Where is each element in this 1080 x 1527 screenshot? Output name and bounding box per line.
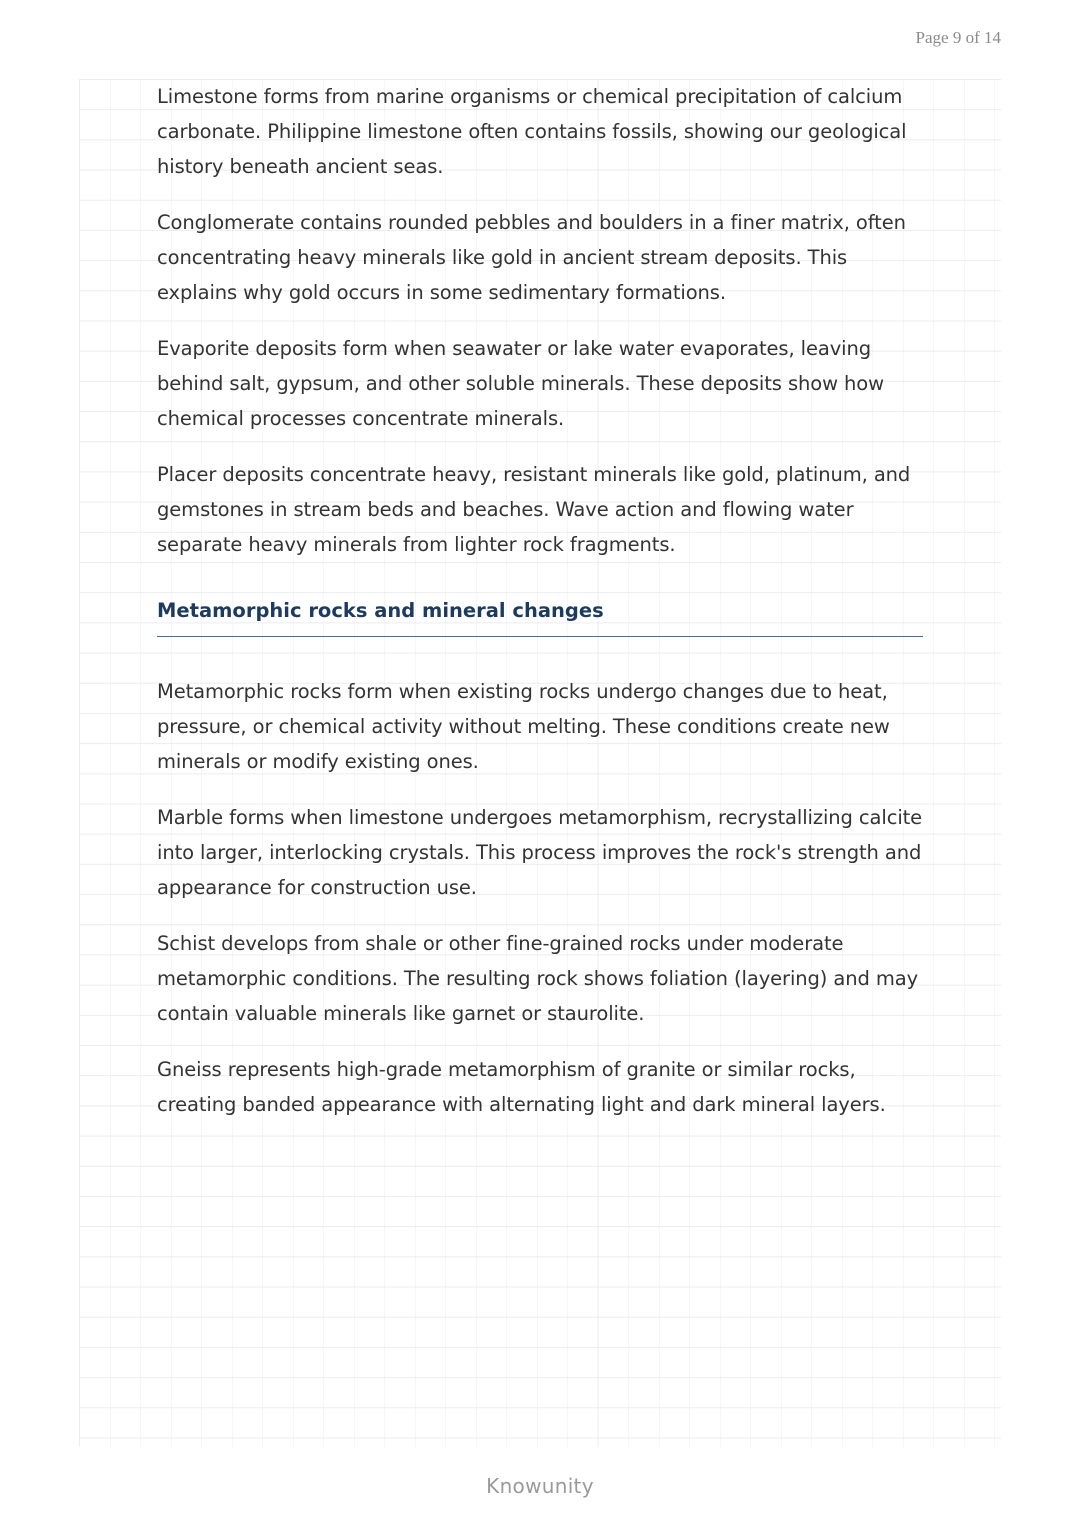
paragraph-limestone: Limestone forms from marine organisms or chemical precipitation of calcium carbonate. Philippine limestone often contains fossils, showing our geological history beneath ancient seas. [157, 85, 907, 178]
section-heading-metamorphic: Metamorphic rocks and mineral changes [157, 596, 923, 637]
paragraph-evaporite: Evaporite deposits form when seawater or lake water evaporates, leaving behind salt, gypsum, and other soluble minerals. These deposits show how chemical processes concentrate minerals. [157, 337, 884, 430]
paragraph-metamorphic-intro: Metamorphic rocks form when existing rocks undergo changes due to heat, pressure, or chemical activity without melting. These conditions create new minerals or modify existing ones. [157, 680, 890, 773]
paragraph-conglomerate: Conglomerate contains rounded pebbles and boulders in a finer matrix, often concentrating heavy minerals like gold in ancient stream deposits. This explains why gold occurs in some sedimentary formations. [157, 211, 906, 304]
paragraph-schist: Schist develops from shale or other fine-grained rocks under moderate metamorphic conditions. The resulting rock shows foliation (layering) and may contain valuable minerals like garnet or staurolite. [157, 932, 919, 1025]
paragraph-placer: Placer deposits concentrate heavy, resistant minerals like gold, platinum, and gemstones in stream beds and beaches. Wave action and flowing water separate heavy minerals from lighter rock fragments. [157, 463, 911, 556]
document-content [157, 79, 927, 1143]
paragraph-gneiss: Gneiss represents high-grade metamorphism of granite or similar rocks, creating banded appearance with alternating light and dark mineral layers. [157, 1058, 886, 1116]
footer-brand-logo: Knowunity [486, 1474, 594, 1498]
page-number: Page 9 of 14 [915, 28, 1001, 47]
paragraph-marble: Marble forms when limestone undergoes metamorphism, recrystallizing calcite into larger, interlocking crystals. This process improves the rock's strength and appearance for construction use. [157, 806, 923, 899]
